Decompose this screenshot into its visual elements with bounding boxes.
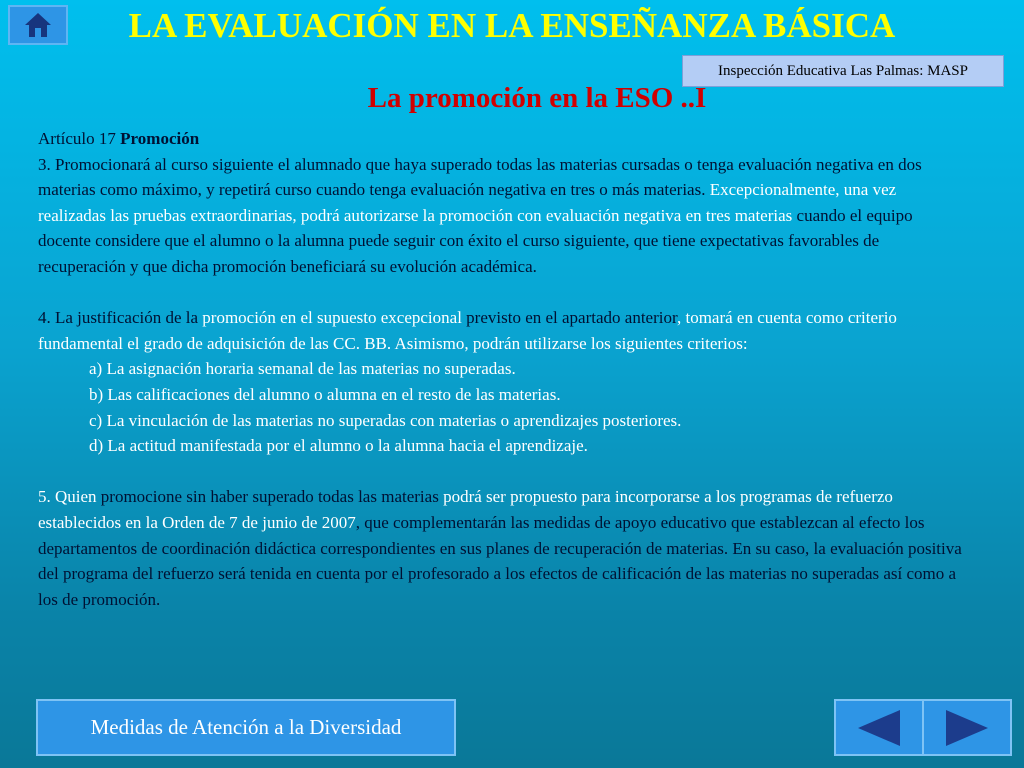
p4-text-c: previsto en el apartado anterior	[461, 308, 677, 328]
previous-slide-button[interactable]	[834, 699, 924, 756]
article-body	[38, 126, 968, 612]
p4-text-d: , tomará en cuenta como criterio fundamental el grado de adquisición de las CC. BB. Asimismo, podrán utilizarse los siguientes criterios:	[38, 308, 897, 353]
p3-text-c: cuando el equipo docente considere que el alumno o la alumna puede seguir con éxito el curso siguiente, que tiene expectativas favorables de recuperación y que dicha promoción beneficiará su evolución académica.	[38, 205, 913, 276]
article-heading	[38, 126, 968, 152]
p3-text-a: 3. Promocionará al curso siguiente el alumnado que haya superado todas las materias cursadas o tenga evaluación negativa en dos materias como máximo, y repetirá curso cuando tenga evaluación negativa en tres o más materias.	[38, 154, 922, 200]
article-heading-prefix: Artículo 17	[38, 129, 121, 148]
p5-text-e: , que complementarán las medidas de apoyo educativo que establezcan al efecto los departamentos de coordinación didáctica correspondientes en sus planes de recuperación de materias. En su caso, la evaluación positiva del programa del refuerzo será tenida en cuenta por el profesorado a los efectos de calificación de las materias no superadas así como a los de promoción.	[38, 512, 962, 609]
paragraph-3	[38, 152, 968, 280]
diversity-measures-button[interactable]: Medidas de Atención a la Diversidad	[36, 699, 456, 756]
triangle-left-icon	[856, 708, 902, 748]
p4-text-b: promoción en el supuesto excepcional	[202, 308, 462, 328]
criterion-d: d) La actitud manifestada por el alumno o la alumna hacia el aprendizaje.	[89, 436, 588, 456]
paragraph-5	[38, 484, 968, 612]
p4-text-a: 4. La justificación de la	[38, 308, 203, 328]
next-slide-button[interactable]	[922, 699, 1012, 756]
triangle-right-icon	[944, 708, 990, 748]
page-title: LA EVALUACIÓN EN LA ENSEÑANZA BÁSICA	[128, 6, 896, 45]
p5-text-b: promocione sin haber superado todas las materias	[100, 487, 439, 507]
inspection-label: Inspección Educativa Las Palmas: MASP	[682, 55, 1004, 87]
paragraph-4	[38, 305, 968, 356]
p5-text-a: 5. Quien	[38, 487, 101, 507]
page-subtitle: La promoción en la ESO ..I	[367, 82, 707, 114]
criterion-a: a) La asignación horaria semanal de las materias no superadas.	[89, 359, 516, 379]
criterion-b: b) Las calificaciones del alumno o alumna en el resto de las materias.	[89, 384, 561, 404]
article-heading-bold: Promoción	[120, 129, 200, 148]
p5-text-c: podrá ser propuesto para	[438, 487, 611, 507]
criterion-c: c) La vinculación de las materias no superadas con materias o aprendizajes posteriores.	[89, 410, 682, 430]
p3-text-b: Excepcionalmente, una vez realizadas las pruebas extraordinarias, podrá autorizarse la promoción con evaluación negativa en tres materias	[38, 180, 897, 225]
p5-text-d: incorporarse a los programas de refuerzo establecidos en la Orden de 7 de junio de 2007	[38, 487, 893, 532]
